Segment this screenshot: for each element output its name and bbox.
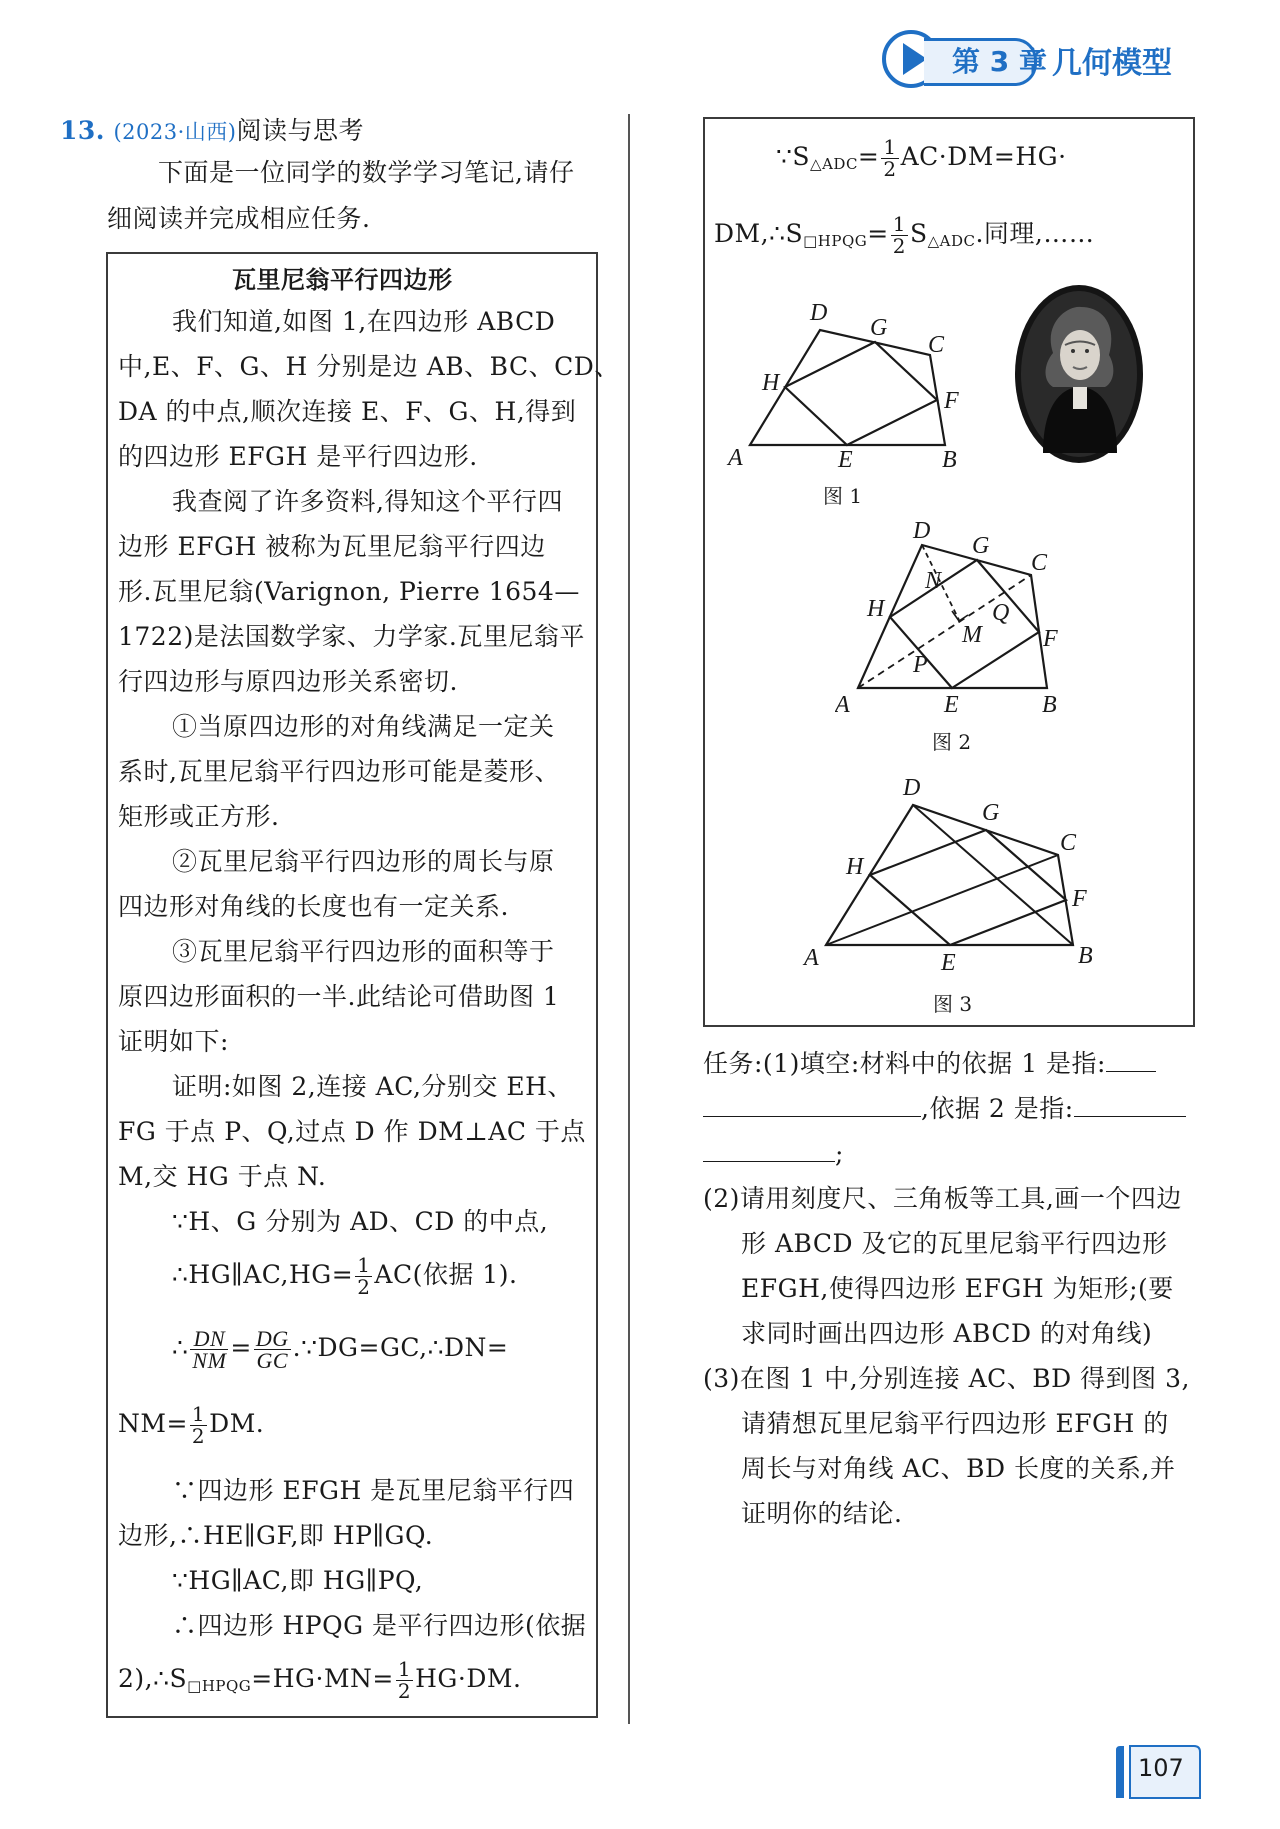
label-H: H <box>762 370 780 396</box>
label-H: H <box>846 854 864 880</box>
task-3-line: 证明你的结论. <box>741 1499 903 1528</box>
label-M: M <box>962 622 982 648</box>
figure-3-caption: 图 3 <box>933 992 973 1016</box>
note-title: 瓦里尼翁平行四边形 <box>232 266 453 294</box>
proof-line: ∵HG∥AC,即 HG∥PQ, <box>172 1566 424 1595</box>
label-A: A <box>804 945 819 971</box>
task-2-line: EFGH,使得四边形 EFGH 为矩形;(要 <box>741 1274 1174 1303</box>
note-line: ①当原四边形的对角线满足一定关 <box>172 712 555 741</box>
label-A: A <box>835 692 850 718</box>
figure-1-caption: 图 1 <box>823 484 863 508</box>
figure-1 <box>720 290 1000 510</box>
task-1-line-1: 任务:(1)填空:材料中的依据 1 是指: <box>703 1049 1156 1079</box>
label-A: A <box>728 445 743 471</box>
answer-blank-1-cont[interactable] <box>703 1094 921 1117</box>
proof-line-fraction: ∴HG∥AC,HG= $\frac{1}{2}$ AC(依据 1). <box>172 1253 518 1299</box>
figure-3 <box>800 770 1110 985</box>
task-3-line: 周长与对角线 AC、BD 长度的关系,并 <box>741 1454 1176 1483</box>
note-line: 系时,瓦里尼翁平行四边形可能是菱形、 <box>118 757 560 786</box>
answer-blank-2-cont[interactable] <box>703 1139 835 1162</box>
label-B: B <box>1042 692 1057 718</box>
chapter-header <box>880 28 1210 90</box>
column-divider <box>628 114 630 1724</box>
problem-intro-2: 细阅读并完成相应任务. <box>107 204 371 233</box>
task-3-line: (3)在图 1 中,分别连接 AC、BD 得到图 3, <box>703 1364 1190 1393</box>
proof-line-fraction: ∴ $\frac{DN}{NM}$ = $\frac{DG}{GC}$ .∵DG=GC,∴DN= <box>172 1326 509 1373</box>
proof-line-fraction: $2),\therefore S_{□HPQG}=HG\cdot MN=$ $\frac{1}{2}$ HG·DM. <box>118 1657 522 1703</box>
fraction-half: $\frac{1}{2}$ <box>397 1657 412 1703</box>
label-C: C <box>928 332 945 358</box>
task-1-line-2: ,依据 2 是指: <box>703 1094 1186 1124</box>
label-B: B <box>942 447 957 473</box>
fraction-half: $\frac{1}{2}$ <box>883 135 897 181</box>
fraction-dn-nm: $\frac{DN}{NM}$ <box>192 1326 227 1373</box>
label-D: D <box>913 520 931 544</box>
chapter-title: 几何模型 <box>1052 46 1172 81</box>
continuation-line: $\because S_{\triangle ADC}=$ $\frac{1}{2}$ AC·DM=HG· <box>776 135 1067 181</box>
task-2-line: (2)请用刻度尺、三角板等工具,画一个四边 <box>703 1184 1182 1213</box>
label-G: G <box>870 315 888 341</box>
fraction-half: $\frac{1}{2}$ <box>892 212 906 258</box>
task-1-line-3: ; <box>703 1139 844 1169</box>
note-line: 我查阅了许多资料,得知这个平行四 <box>172 487 563 516</box>
page-number-tab <box>1110 1742 1202 1800</box>
answer-blank-2[interactable] <box>1074 1094 1186 1117</box>
task-2-line: 求同时画出四边形 ABCD 的对角线) <box>741 1319 1153 1348</box>
figure-2-caption: 图 2 <box>932 730 972 754</box>
label-B: B <box>1078 943 1093 969</box>
portrait-image <box>1013 283 1145 465</box>
proof-line: 边形,∴HE∥GF,即 HP∥GQ. <box>118 1521 434 1550</box>
proof-line-fraction: NM= $\frac{1}{2}$ DM. <box>118 1402 265 1448</box>
label-G: G <box>982 800 1000 826</box>
problem-heading <box>60 116 364 147</box>
proof-line: M,交 HG 于点 N. <box>118 1162 327 1191</box>
label-Q: Q <box>992 600 1010 626</box>
proof-line: FG 于点 P、Q,过点 D 作 DM⊥AC 于点 <box>118 1117 586 1146</box>
problem-intro-1: 下面是一位同学的数学学习笔记,请仔 <box>158 158 575 187</box>
note-line: DA 的中点,顺次连接 E、F、G、H,得到 <box>118 397 577 426</box>
note-line: 的四边形 EFGH 是平行四边形. <box>118 442 478 471</box>
proof-line: ∴四边形 HPQG 是平行四边形(依据 <box>172 1611 587 1640</box>
label-N: N <box>925 568 942 594</box>
label-P: P <box>913 652 928 678</box>
note-line: ③瓦里尼翁平行四边形的面积等于 <box>172 937 555 966</box>
note-line: 形.瓦里尼翁(Varignon, Pierre 1654— <box>118 577 580 606</box>
continuation-line: $DM,\therefore S_{□HPQG}=$ $\frac{1}{2}$ $S_{\triangle ADC}$.同理,…… <box>714 212 1095 258</box>
label-E: E <box>941 950 956 976</box>
note-line: 我们知道,如图 1,在四边形 ABCD <box>172 307 556 336</box>
note-line: 行四边形与原四边形关系密切. <box>118 667 458 696</box>
problem-source: (2023·山西) <box>113 120 237 144</box>
task-2-line: 形 ABCD 及它的瓦里尼翁平行四边形 <box>741 1229 1168 1258</box>
note-line: 1722)是法国数学家、力学家.瓦里尼翁平 <box>118 622 585 651</box>
fraction-dg-gc: $\frac{DG}{GC}$ <box>255 1326 289 1373</box>
note-line: ②瓦里尼翁平行四边形的周长与原 <box>172 847 555 876</box>
note-line: 证明如下: <box>118 1027 229 1056</box>
label-F: F <box>1043 626 1058 652</box>
problem-type: 阅读与思考 <box>236 116 364 145</box>
task-3-line: 请猜想瓦里尼翁平行四边形 EFGH 的 <box>741 1409 1169 1438</box>
label-E: E <box>944 692 959 718</box>
label-F: F <box>944 388 959 414</box>
note-line: 矩形或正方形. <box>118 802 280 831</box>
note-line: 原四边形面积的一半.此结论可借助图 1 <box>118 982 560 1011</box>
problem-number: 13. <box>60 116 105 145</box>
note-line: 边形 EFGH 被称为瓦里尼翁平行四边 <box>118 532 546 561</box>
label-D: D <box>810 300 828 326</box>
proof-line: 证明:如图 2,连接 AC,分别交 EH、 <box>172 1072 573 1101</box>
fraction-half: $\frac{1}{2}$ <box>191 1402 206 1448</box>
proof-line: ∵四边形 EFGH 是瓦里尼翁平行四 <box>172 1476 575 1505</box>
label-H: H <box>867 596 885 622</box>
label-D: D <box>903 775 921 801</box>
label-G: G <box>972 533 990 559</box>
label-C: C <box>1031 550 1048 576</box>
note-line: 四边形对角线的长度也有一定关系. <box>118 892 509 921</box>
label-F: F <box>1072 886 1087 912</box>
note-line: 中,E、F、G、H 分别是边 AB、BC、CD、 <box>118 352 620 381</box>
proof-line: ∵H、G 分别为 AD、CD 的中点, <box>172 1207 549 1236</box>
figure-2 <box>835 520 1085 720</box>
label-E: E <box>838 447 853 473</box>
fraction-half: $\frac{1}{2}$ <box>357 1253 371 1299</box>
page-number: 107 <box>1138 1754 1184 1782</box>
label-C: C <box>1060 830 1077 856</box>
chapter-label: 第 3 章 <box>952 45 1047 78</box>
answer-blank-1[interactable] <box>1106 1049 1156 1072</box>
